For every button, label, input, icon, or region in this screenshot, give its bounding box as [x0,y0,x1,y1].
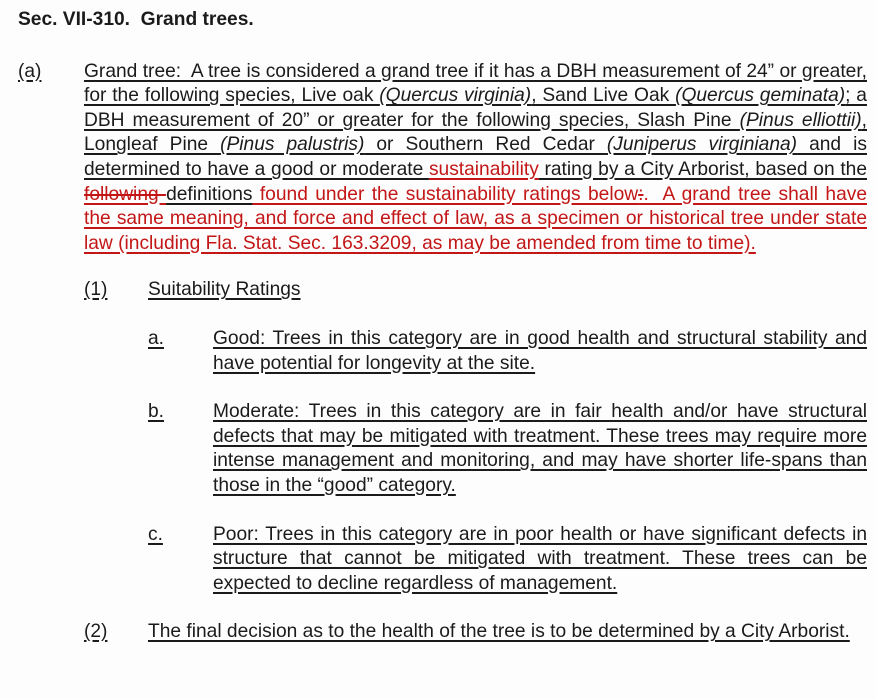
item-a-good-rating [0,327,876,376]
paragraph-label-text: c. [148,523,163,545]
deleted-text-run: : [638,183,644,205]
text-run: and is determined to have a good or moderate [84,134,867,180]
paragraph-label [84,278,148,303]
species-name-italic-run: (Pinus palustris) [220,134,365,156]
text-run: , Sand Live Oak [531,85,676,107]
section-heading: Sec. VII-310. Grand trees. [18,9,254,30]
paragraph-label-text: (a) [18,60,42,82]
item-c-poor-rating [0,523,876,597]
paragraph-text [148,620,867,645]
text-run: The final decision as to the health of the tree is to be determined by a City Arborist. [148,621,850,643]
paragraph-text [84,60,867,257]
text-run: Grand tree: A tree is considered a grand tree if it has a DBH measurement of 24” or greater, for the following species, Live oak [84,60,867,107]
paragraph-text [213,523,867,597]
inserted-text-run: sustainability [428,158,539,180]
text-run: definitions [166,183,253,205]
document-body [0,60,876,645]
text-run: Poor: Trees in this category are in poor health or have significant defects in structure that cannot be mitigated with treatment. These trees can be expected to decline regardless of management. [213,523,867,594]
inserted-text-run: found under the sustainability ratings below [252,183,639,205]
species-name-italic-run: (Juniperus virginiana) [606,134,798,156]
item-2-final-decision [0,620,876,645]
text-run: ; a DBH measurement of 20” or greater for the following species, Slash Pine [84,85,867,131]
text-run: Moderate: Trees in this category are in fair health and/or have structural defects that may be mitigated with treatment. These trees may require more intense management and monitoring, and may have shorter life-spans than those in the “good” category. [213,401,867,496]
item-1-suitability-ratings [0,278,876,303]
paragraph-label [148,523,213,597]
species-name-italic-run: (Quercus virginia) [379,85,532,107]
paragraph-label-text: (1) [84,279,108,301]
species-name-italic-run: (Pinus elliottii) [739,109,862,131]
paragraph-text [213,327,867,376]
paragraph-label-text: (2) [84,621,108,643]
paragraph-a-grand-tree-definition [0,60,876,257]
paragraph-text [213,400,867,498]
paragraph-label [84,620,148,645]
paragraph-text [148,278,867,303]
paragraph-label-text: b. [148,401,165,423]
paragraph-label-text: a. [148,327,165,349]
deleted-text-run: following [84,183,167,205]
paragraph-label [148,400,213,498]
item-b-moderate-rating [0,400,876,498]
text-run: rating by a City Arborist, based on the [538,158,867,180]
text-run: Good: Trees in this category are in good health and structural stability and have potential for longevity at the site. [213,327,867,374]
paragraph-label [18,60,84,257]
text-run: or Southern Red Cedar [364,134,607,156]
species-name-italic-run: (Quercus geminata) [675,85,846,107]
paragraph-label [148,327,213,376]
inserted-text-run: . A grand tree shall have the same meaning, and force and effect of law, as a specimen or historical tree under state law (including Fla. Stat. Sec. 163.3209, as may be amended from time to time). [84,183,868,254]
text-run: Suitability Ratings [148,279,301,301]
text-run: , Longleaf Pine [84,109,867,156]
